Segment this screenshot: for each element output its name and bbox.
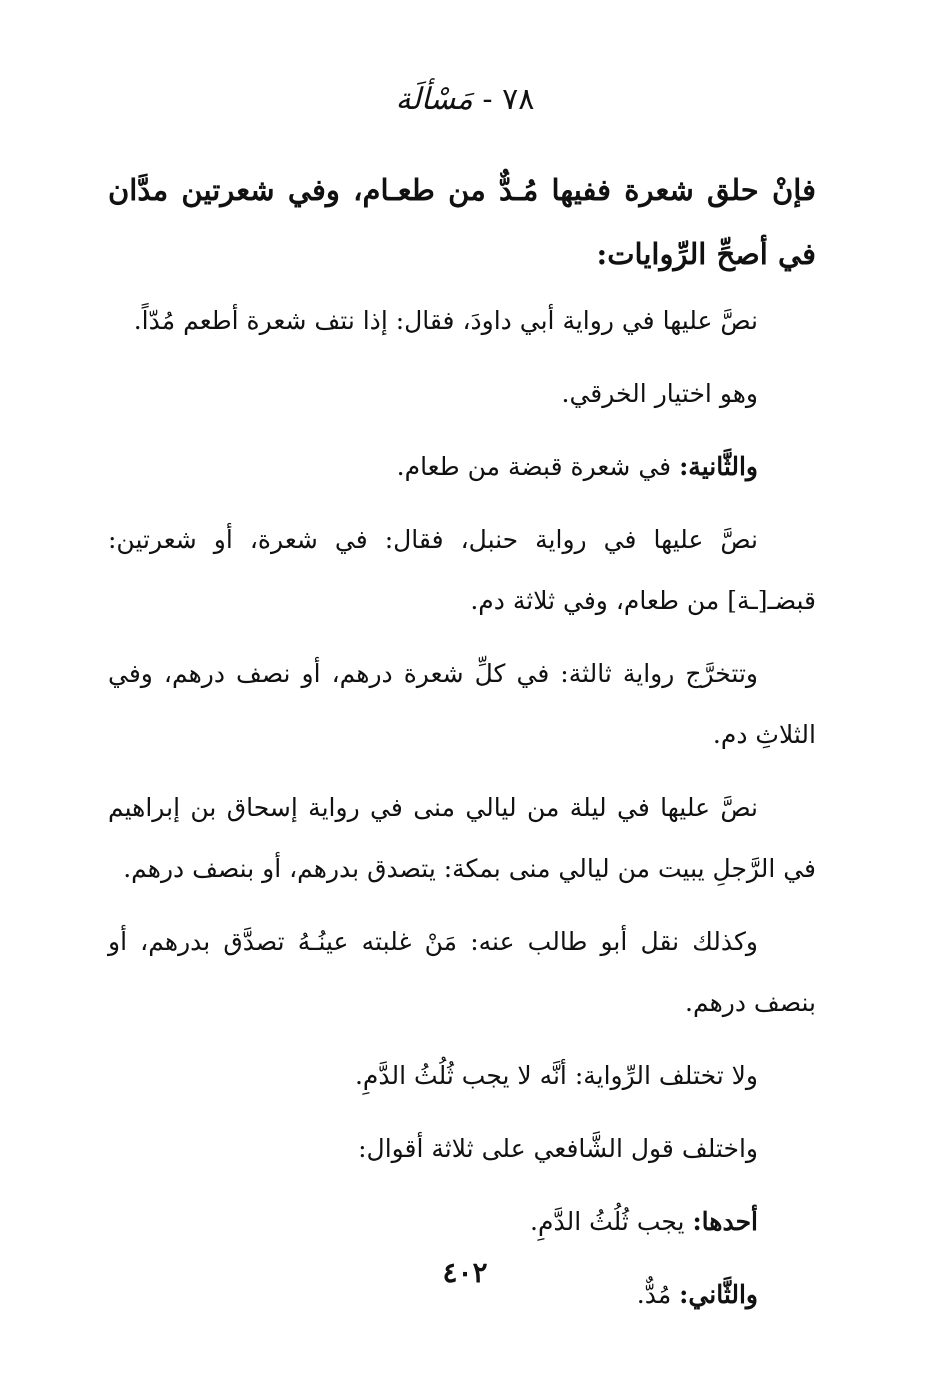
paragraph-shafii: واختلف قول الشَّافعي على ثلاثة أقوال: bbox=[358, 1134, 758, 1163]
paragraph-no-difference: ولا تختلف الرِّواية: أنَّه لا يجب ثُلُثُ الدَّمِ. bbox=[354, 1061, 758, 1090]
paragraph-first-opinion bbox=[108, 1191, 816, 1252]
section-title: مَسْألَة bbox=[395, 82, 473, 117]
paragraph-abu-dawud: نصَّ عليها في رواية أبي داودَ، فقال: إذا نتف شعرة أطعم مُدّاً. bbox=[133, 306, 758, 335]
paragraph-hanbal: نصَّ عليها في رواية حنبل، فقال: في شعرة، أو شعرتين: قبضـ[ـة] من طعام، وفي ثلاثة دم. bbox=[108, 525, 816, 615]
lead-paragraph: فإنْ حلق شعرة ففيها مُـدٌّ من طعـام، وفي شعرتين مدَّان في أصحِّ الرِّوايات: bbox=[108, 173, 816, 271]
second-opinion-text: مُدٌّ. bbox=[636, 1280, 680, 1309]
first-opinion-label: أحدها: bbox=[692, 1207, 758, 1236]
section-number: ٧٨ - bbox=[482, 82, 535, 117]
main-text bbox=[108, 158, 816, 1337]
section-heading bbox=[0, 78, 930, 122]
second-opinion-label: والثَّاني: bbox=[679, 1280, 758, 1309]
second-narration-text: في شعرة قبضة من طعام. bbox=[396, 452, 680, 481]
paragraph-second-narration bbox=[108, 436, 816, 497]
first-opinion-text: يجب ثُلُثُ الدَّمِ. bbox=[530, 1207, 693, 1236]
paragraph-khiraqi: وهو اختيار الخرقي. bbox=[561, 379, 758, 408]
paragraph-ishaq: نصَّ عليها في ليلة من ليالي منى في رواية إسحاق بن إبراهيم في الرَّجلِ يبيت من ليالي منى بمكة: يتصدق بدرهم، أو بنصف درهم. bbox=[108, 793, 816, 883]
paragraph-third-narration: وتتخرَّج رواية ثالثة: في كلِّ شعرة درهم، أو نصف درهم، وفي الثلاثِ دم. bbox=[108, 659, 816, 749]
second-narration-label: والثَّانية: bbox=[679, 452, 758, 481]
page-number: ٤٠٢ bbox=[442, 1256, 488, 1289]
paragraph-abu-talib: وكذلك نقل أبو طالب عنه: مَنْ غلبته عينُـهُ تصدَّق بدرهم، أو بنصف درهم. bbox=[108, 927, 816, 1017]
